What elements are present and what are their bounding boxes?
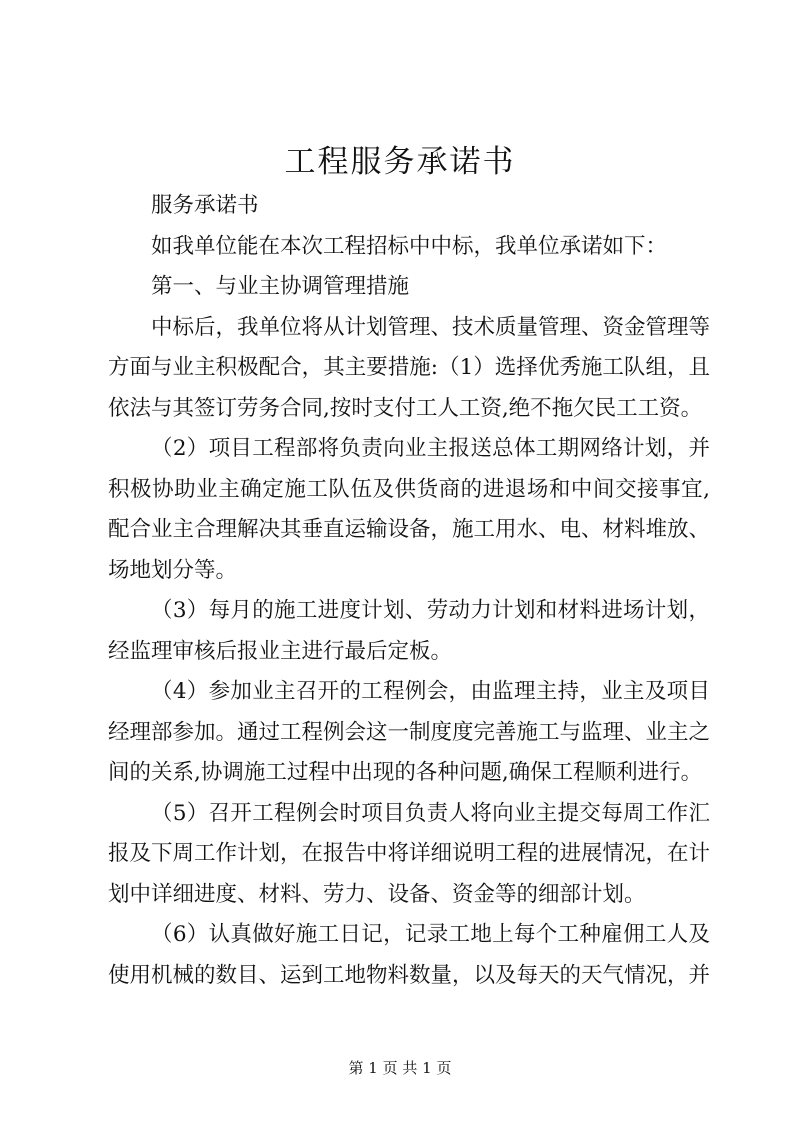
paragraph-measure-5: （5）召开工程例会时项目负责人将向业主提交每周工作汇报及下周工作计划，在报告中将详细说明工程的进展情况，在计划中详细进度、材料、劳力、设备、资金等的细部计划。 <box>108 800 711 907</box>
paragraph-intro: 如我单位能在本次工程招标中中标，我单位承诺如下： <box>151 233 668 259</box>
paragraph-heading: 服务承诺书 <box>151 193 259 218</box>
paragraph-measure-1: 中标后，我单位将从计划管理、技术质量管理、资金管理等方面与业主积极配合，其主要措施:（1）选择优秀施工队组，且依法与其签订劳务合同,按时支付工人工资,绝不拖欠民工工资。 <box>108 314 711 421</box>
paragraph-measure-2: （2）项目工程部将负责向业主报送总体工期网络计划，并积极协助业主确定施工队伍及供货商的进退场和中间交接事宜,配合业主合理解决其垂直运输设备，施工用水、电、材料堆放、场地划分等。 <box>108 436 711 583</box>
paragraph-measure-4: （4）参加业主召开的工程例会，由监理主持，业主及项目经理部参加。通过工程例会这一制度度完善施工与监理、业主之间的关系,协调施工过程中出现的各种问题,确保工程顺利进行。 <box>108 679 711 785</box>
document-body <box>108 186 710 996</box>
document-title: 工程服务承诺书 <box>284 144 516 180</box>
paragraph-measure-3: （3）每月的施工进度计划、劳动力计划和材料进场计划，经监理审核后报业主进行最后定板。 <box>108 598 710 664</box>
paragraph-section-one: 第一、与业主协调管理措施 <box>151 274 410 299</box>
page-number-footer: 第 1 页 共 1 页 <box>348 1059 452 1077</box>
paragraph-measure-6: （6）认真做好施工日记，记录工地上每个工种雇佣工人及使用机械的数目、运到工地物料数量，以及每天的天气情况，并 <box>108 922 711 988</box>
